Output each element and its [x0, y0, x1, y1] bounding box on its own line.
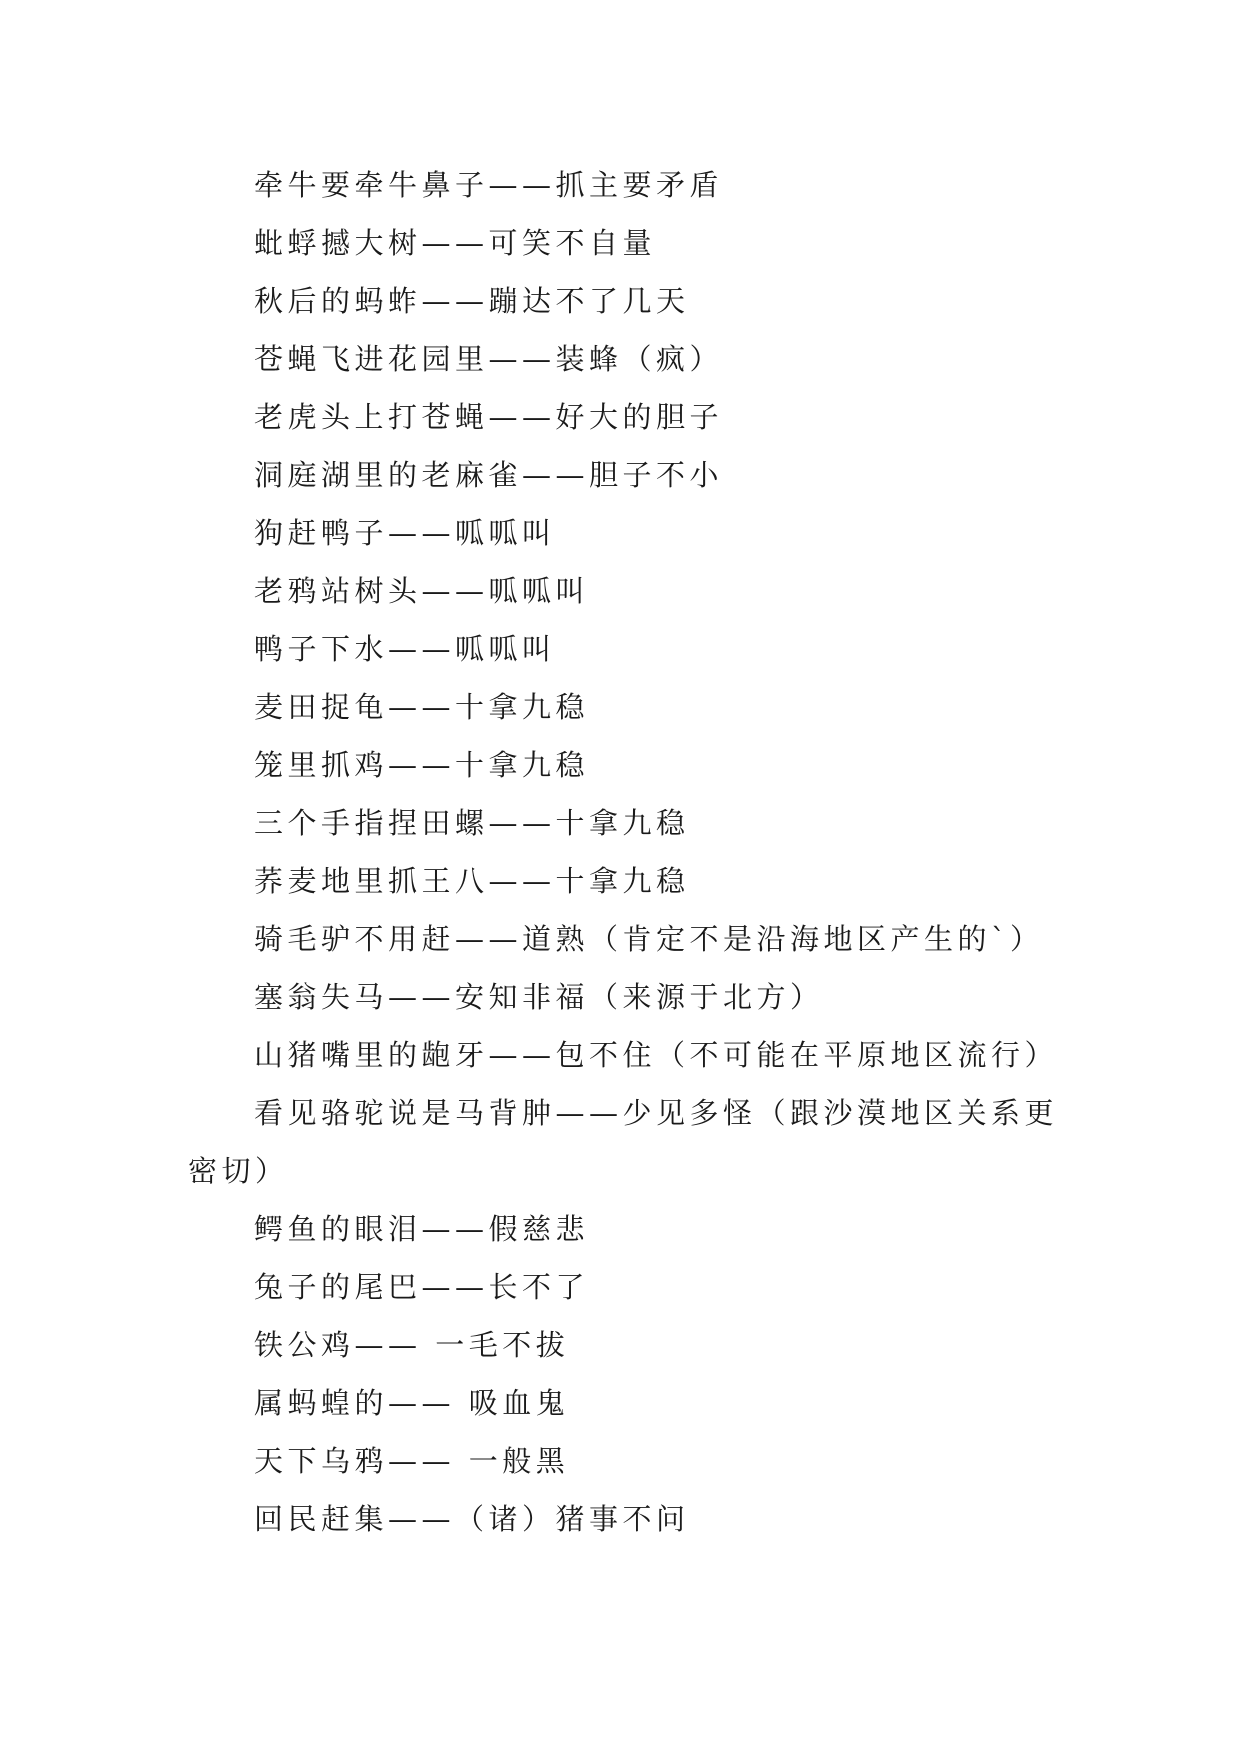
text-line: 笼里抓鸡——十拿九稳 [254, 748, 590, 782]
text-line: 老虎头上打苍蝇——好大的胆子 [254, 400, 724, 434]
text-line: 狗赶鸭子——呱呱叫 [254, 516, 556, 550]
text-line-continuation: 密切） [188, 1154, 289, 1188]
text-line: 属蚂蝗的—— 吸血鬼 [254, 1386, 570, 1420]
text-line: 秋后的蚂蚱——蹦达不了几天 [254, 284, 690, 318]
text-line: 骑毛驴不用赶——道熟（肯定不是沿海地区产生的`） [254, 922, 1044, 956]
text-line: 洞庭湖里的老麻雀——胆子不小 [254, 458, 724, 492]
text-line: 兔子的尾巴——长不了 [254, 1270, 590, 1304]
text-line: 天下乌鸦—— 一般黑 [254, 1444, 570, 1478]
text-line: 回民赶集——（诸）猪事不问 [254, 1502, 690, 1536]
text-line: 山猪嘴里的龅牙——包不住（不可能在平原地区流行） [254, 1038, 1059, 1072]
text-line: 苍蝇飞进花园里——装蜂（疯） [254, 342, 724, 376]
text-line: 老鸦站树头——呱呱叫 [254, 574, 590, 608]
text-line: 荞麦地里抓王八——十拿九稳 [254, 864, 690, 898]
text-line: 三个手指捏田螺——十拿九稳 [254, 806, 690, 840]
text-line: 塞翁失马——安知非福（来源于北方） [254, 980, 824, 1014]
text-line: 蚍蜉撼大树——可笑不自量 [254, 226, 657, 260]
text-line: 看见骆驼说是马背肿——少见多怪（跟沙漠地区关系更 [254, 1096, 1059, 1130]
text-line: 牵牛要牵牛鼻子——抓主要矛盾 [254, 168, 724, 202]
text-line: 铁公鸡—— 一毛不拔 [254, 1328, 570, 1362]
text-line: 鸭子下水——呱呱叫 [254, 632, 556, 666]
text-line: 鳄鱼的眼泪——假慈悲 [254, 1212, 590, 1246]
document-body [188, 156, 1059, 1548]
text-line: 麦田捉龟——十拿九稳 [254, 690, 590, 724]
